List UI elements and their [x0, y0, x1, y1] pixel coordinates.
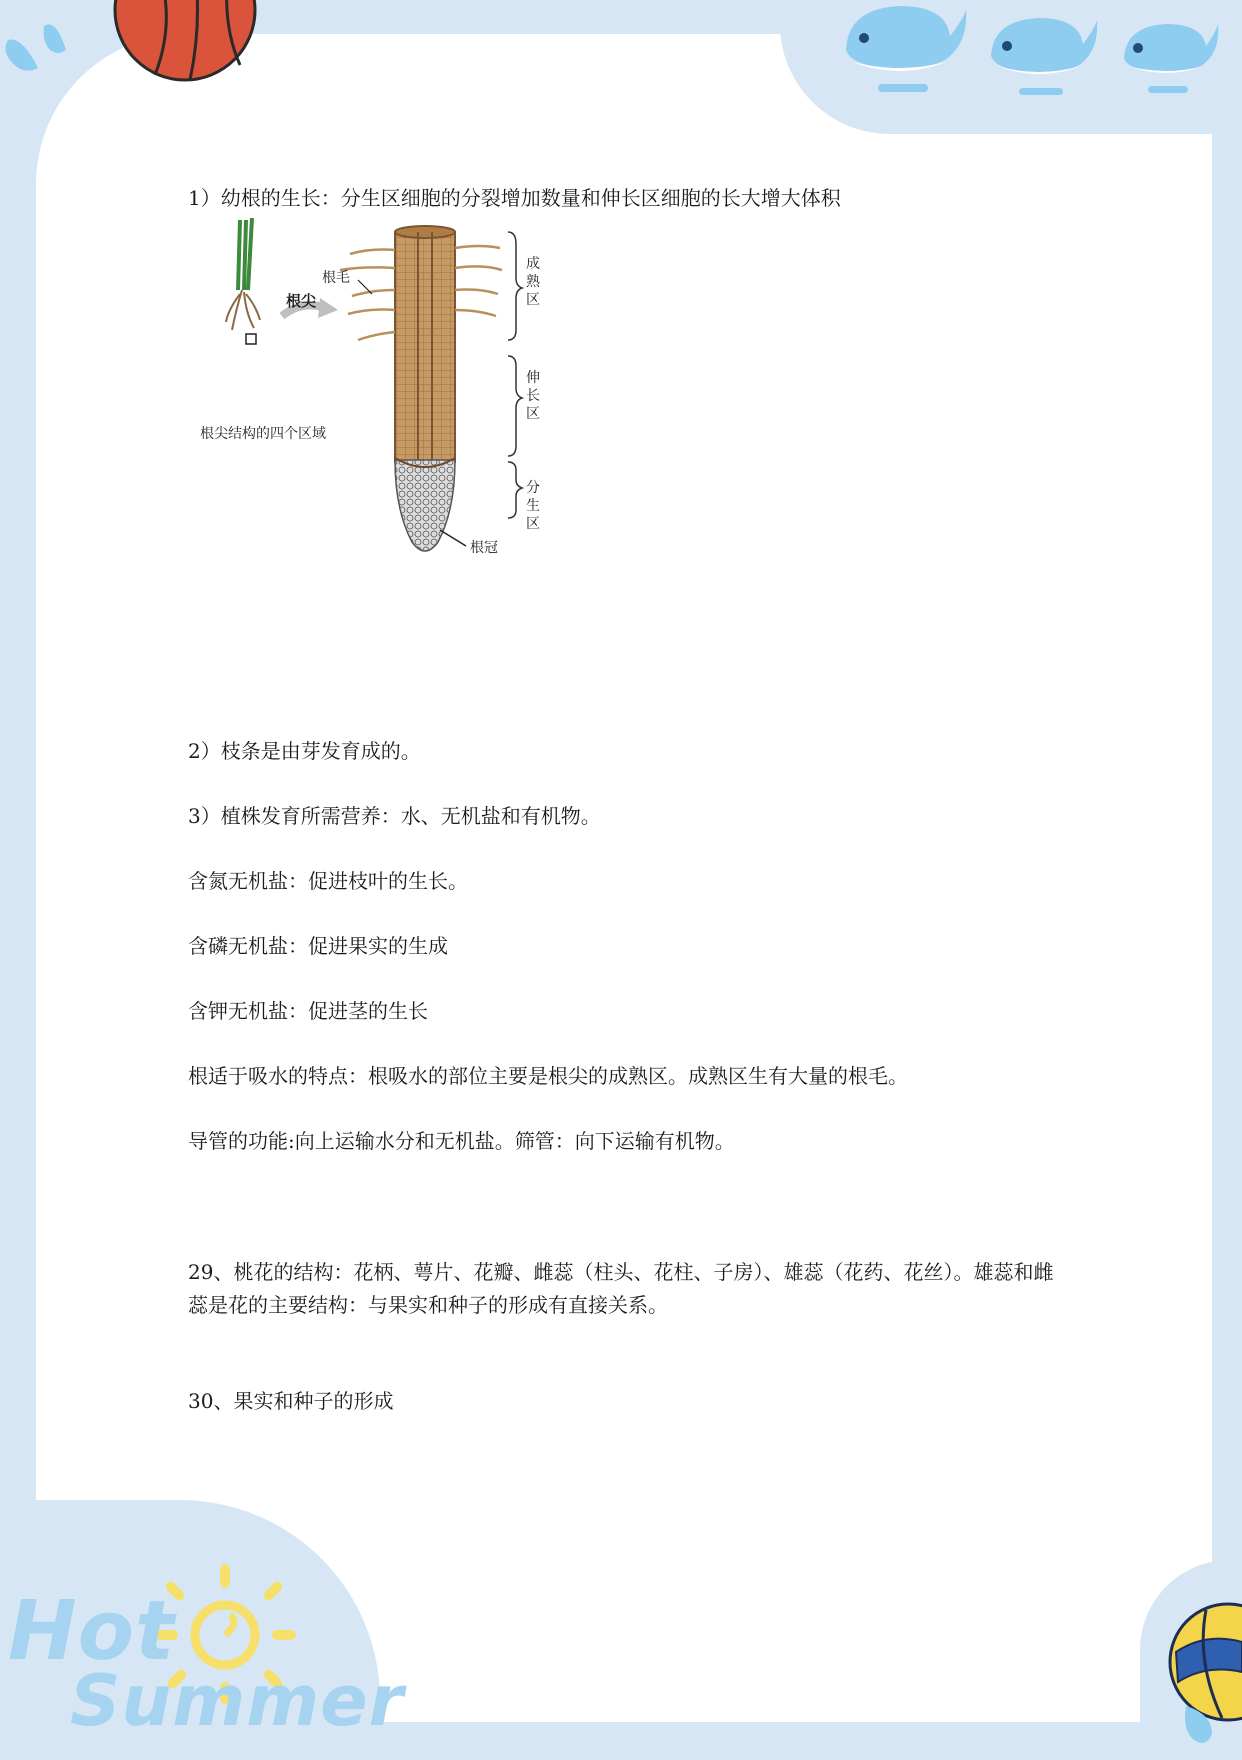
right-frame — [1212, 0, 1242, 1756]
label-meristem-zone: 分 生区 — [526, 480, 540, 532]
label-root-tip: 根尖 — [286, 292, 317, 310]
paragraph-potassium: 含钾无机盐：促进茎的生长 — [188, 999, 428, 1023]
paragraph-fruit-seed: 30、果实和种子的形成 — [188, 1389, 394, 1413]
paragraph-nutrients: 3）植株发育所需营养：水、无机盐和有机物。 — [188, 804, 601, 828]
water-drops-icon — [0, 10, 80, 80]
whale-icon — [838, 0, 968, 100]
paragraph-water-absorption: 根适于吸水的特点：根吸水的部位主要是根尖的成熟区。成熟区生有大量的根毛。 — [188, 1064, 908, 1088]
paragraph-branch: 2）枝条是由芽发育成的。 — [188, 739, 421, 763]
figure-caption: 根尖结构的四个区域 — [200, 426, 326, 442]
paragraph-nitrogen: 含氮无机盐：促进枝叶的生长。 — [188, 869, 468, 893]
label-maturation-zone: 成 熟区 — [526, 256, 540, 308]
root-tip-figure — [190, 210, 620, 606]
whale-icon — [985, 12, 1100, 102]
root-tip-diagram — [190, 210, 620, 606]
paragraph-vessels: 导管的功能:向上运输水分和无机盐。筛管：向下运输有机物。 — [188, 1129, 735, 1153]
root-structure — [395, 226, 455, 551]
whale-icon — [1118, 18, 1222, 98]
summer-lettering: Summer — [70, 1660, 405, 1742]
paragraph-phosphorus: 含磷无机盐：促进果实的生成 — [188, 934, 448, 958]
paragraph-peach-flower: 29、桃花的结构：花柄、萼片、花瓣、雌蕊（柱头、花柱、子房）、雄蕊（花药、花丝）。雄蕊和雌蕊是花的主要结构：与果实和种子的形成有直接关系。 — [188, 1260, 1054, 1317]
label-root-cap: 根冠 — [470, 540, 498, 556]
zone-braces — [508, 232, 522, 518]
basketball-icon — [110, 0, 260, 85]
water-drop-icon — [1178, 1700, 1218, 1750]
hot-lettering: Hot — [8, 1584, 176, 1679]
seedling-illustration — [226, 218, 260, 344]
label-root-hair: 根毛 — [322, 270, 350, 286]
label-elongation-zone: 伸 长区 — [526, 370, 540, 422]
paragraph-root-growth: 1）幼根的生长：分生区细胞的分裂增加数量和伸长区细胞的长大增大体积 — [188, 186, 841, 210]
